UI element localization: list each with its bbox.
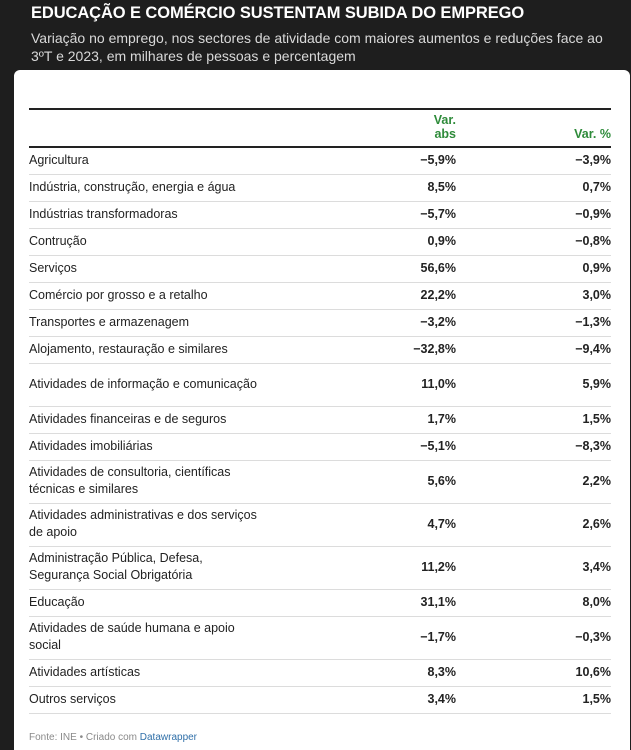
row-var-pct: 1,5% <box>456 406 611 433</box>
chart-subtitle: Variação no emprego, nos sectores de atividade com maiores aumentos e reduções face ao 3ºT e 2023, em milhares de pessoas e percentagem <box>31 30 603 64</box>
row-var-abs: 8,3% <box>409 659 456 686</box>
table-row <box>29 589 611 616</box>
table-row <box>29 406 611 433</box>
row-var-pct: 2,6% <box>456 503 611 546</box>
table-row <box>29 174 611 201</box>
row-var-abs: 11,2% <box>409 546 456 589</box>
row-var-pct: −0,8% <box>456 228 611 255</box>
source-note: Fonte: INE • Criado com <box>29 732 140 743</box>
row-var-abs: 4,7% <box>409 503 456 546</box>
row-var-abs: 22,2% <box>409 282 456 309</box>
row-label: Alojamento, restauração e similares <box>29 336 409 363</box>
data-table <box>29 108 611 714</box>
table-row <box>29 546 611 589</box>
row-label: Serviços <box>29 255 409 282</box>
chart-footer <box>29 732 197 743</box>
row-var-abs: 0,9% <box>409 228 456 255</box>
table-card <box>14 70 630 750</box>
row-var-pct: −8,3% <box>456 433 611 460</box>
row-label: Atividades de consultoria, científicas técnicas e similares <box>29 460 409 503</box>
row-label: Atividades imobiliárias <box>29 433 409 460</box>
row-var-abs: 3,4% <box>409 686 456 713</box>
row-var-pct: 10,6% <box>456 659 611 686</box>
row-label: Atividades financeiras e de seguros <box>29 406 409 433</box>
table-row <box>29 309 611 336</box>
row-var-abs: 11,0% <box>409 363 456 406</box>
row-label: Educação <box>29 589 409 616</box>
row-var-pct: 8,0% <box>456 589 611 616</box>
table-body <box>29 147 611 713</box>
row-var-abs: −5,1% <box>409 433 456 460</box>
row-var-pct: −0,3% <box>456 616 611 659</box>
chart-title: EDUCAÇÃO E COMÉRCIO SUSTENTAM SUBIDA DO EMPREGO <box>31 4 525 22</box>
row-var-pct: −9,4% <box>456 336 611 363</box>
row-var-pct: 3,0% <box>456 282 611 309</box>
row-label: Atividades de informação e comunicação <box>29 363 409 406</box>
chart-header <box>0 0 631 70</box>
row-var-abs: −3,2% <box>409 309 456 336</box>
table-row <box>29 460 611 503</box>
row-label: Outros serviços <box>29 686 409 713</box>
row-var-abs: 56,6% <box>409 255 456 282</box>
column-header-var-pct: Var. % <box>456 109 611 147</box>
row-var-abs: 1,7% <box>409 406 456 433</box>
row-label: Administração Pública, Defesa, Segurança Social Obrigatória <box>29 546 409 589</box>
row-var-pct: 0,9% <box>456 255 611 282</box>
row-label: Agricultura <box>29 147 409 174</box>
row-var-abs: −32,8% <box>409 336 456 363</box>
table-row <box>29 659 611 686</box>
row-label: Atividades administrativas e dos serviços de apoio <box>29 503 409 546</box>
table-row <box>29 336 611 363</box>
table-row <box>29 503 611 546</box>
row-label: Comércio por grosso e a retalho <box>29 282 409 309</box>
row-var-pct: 2,2% <box>456 460 611 503</box>
row-var-pct: −1,3% <box>456 309 611 336</box>
row-var-pct: 3,4% <box>456 546 611 589</box>
column-header-var-abs: Var. abs <box>409 109 456 147</box>
table-row <box>29 147 611 174</box>
table-row <box>29 616 611 659</box>
row-var-abs: 5,6% <box>409 460 456 503</box>
row-label: Indústrias transformadoras <box>29 201 409 228</box>
row-label: Indústria, construção, energia e água <box>29 174 409 201</box>
table-row <box>29 201 611 228</box>
row-var-pct: 0,7% <box>456 174 611 201</box>
row-label: Transportes e armazenagem <box>29 309 409 336</box>
table-row <box>29 282 611 309</box>
row-var-abs: −5,9% <box>409 147 456 174</box>
row-var-pct: −0,9% <box>456 201 611 228</box>
table-row <box>29 686 611 713</box>
row-var-abs: −5,7% <box>409 201 456 228</box>
row-var-abs: 8,5% <box>409 174 456 201</box>
table-row <box>29 433 611 460</box>
row-var-pct: 5,9% <box>456 363 611 406</box>
row-var-pct: −3,9% <box>456 147 611 174</box>
table-row <box>29 228 611 255</box>
table-header-row <box>29 109 611 147</box>
datawrapper-link[interactable]: Datawrapper <box>139 732 198 743</box>
row-var-pct: 1,5% <box>456 686 611 713</box>
row-label: Atividades de saúde humana e apoio social <box>29 616 409 659</box>
row-label: Contrução <box>29 228 409 255</box>
row-label: Atividades artísticas <box>29 659 409 686</box>
table-row <box>29 255 611 282</box>
table-row <box>29 363 611 406</box>
row-var-abs: −1,7% <box>409 616 456 659</box>
row-var-abs: 31,1% <box>409 589 456 616</box>
column-header-sector <box>29 109 409 147</box>
